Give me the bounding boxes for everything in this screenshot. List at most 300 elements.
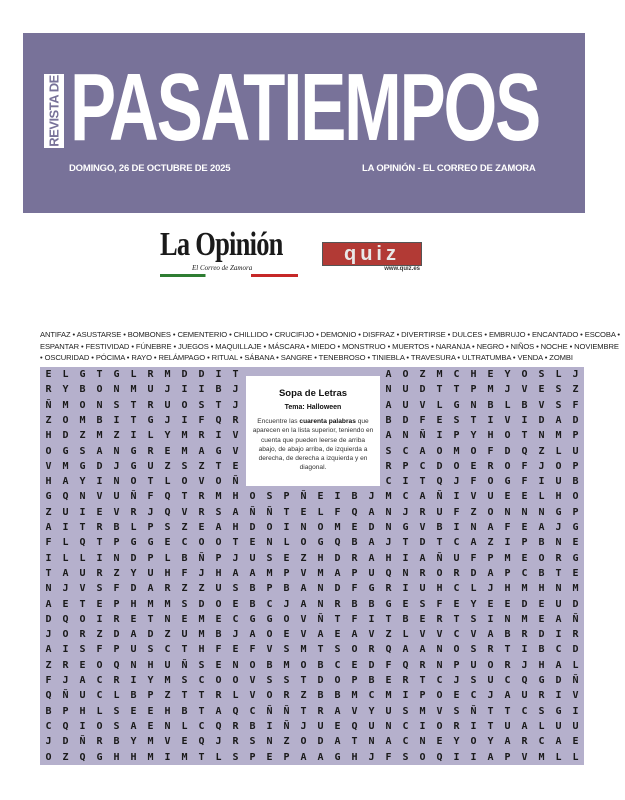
grid-letter[interactable]: Z (419, 369, 426, 380)
grid-letter[interactable]: V (351, 705, 358, 717)
grid-letter[interactable]: B (96, 414, 103, 426)
grid-letter[interactable]: D (198, 369, 205, 380)
grid-letter[interactable]: M (215, 491, 222, 503)
grid-letter[interactable]: R (453, 720, 460, 732)
grid-letter[interactable]: A (45, 644, 52, 656)
grid-letter[interactable]: U (368, 567, 375, 579)
grid-letter[interactable]: A (504, 690, 511, 702)
grid-letter[interactable]: C (198, 720, 205, 732)
grid-letter[interactable]: L (283, 537, 290, 549)
grid-letter[interactable]: V (249, 690, 256, 702)
grid-letter[interactable]: H (79, 705, 86, 717)
grid-letter[interactable]: O (45, 445, 52, 457)
grid-letter[interactable]: T (215, 460, 222, 472)
grid-letter[interactable]: H (45, 430, 52, 442)
grid-letter[interactable]: H (470, 369, 477, 380)
grid-letter[interactable]: A (334, 736, 341, 748)
grid-letter[interactable]: M (351, 690, 358, 702)
grid-letter[interactable]: S (453, 705, 460, 717)
grid-letter[interactable]: M (164, 369, 171, 380)
grid-letter[interactable]: R (79, 629, 86, 641)
grid-letter[interactable]: A (487, 629, 494, 641)
grid-letter[interactable]: O (436, 567, 443, 579)
grid-letter[interactable]: G (504, 476, 511, 488)
grid-letter[interactable]: N (300, 522, 307, 533)
grid-letter[interactable]: D (62, 736, 69, 748)
grid-letter[interactable]: S (470, 644, 477, 656)
grid-letter[interactable]: Z (181, 522, 188, 533)
grid-letter[interactable]: O (198, 537, 205, 549)
grid-letter[interactable]: L (232, 690, 239, 702)
grid-letter[interactable]: U (453, 552, 460, 564)
grid-letter[interactable]: J (45, 629, 52, 641)
grid-letter[interactable]: J (62, 583, 69, 595)
grid-letter[interactable]: T (283, 506, 290, 518)
grid-letter[interactable]: T (181, 491, 188, 503)
grid-letter[interactable]: I (402, 690, 409, 702)
grid-letter[interactable]: N (113, 476, 120, 488)
grid-letter[interactable]: D (470, 567, 477, 579)
grid-letter[interactable]: I (283, 522, 290, 533)
grid-letter[interactable]: D (249, 522, 256, 533)
grid-letter[interactable]: F (385, 659, 392, 671)
grid-letter[interactable]: S (402, 751, 409, 763)
grid-letter[interactable]: O (215, 537, 222, 549)
grid-letter[interactable]: J (402, 506, 409, 518)
grid-letter[interactable]: D (113, 629, 120, 641)
grid-letter[interactable]: I (164, 751, 171, 763)
grid-letter[interactable]: M (164, 675, 171, 686)
grid-letter[interactable]: B (249, 598, 256, 610)
grid-letter[interactable]: S (385, 445, 392, 457)
grid-letter[interactable]: I (130, 430, 137, 442)
grid-letter[interactable]: Z (487, 537, 494, 549)
grid-letter[interactable]: Y (504, 369, 511, 380)
grid-letter[interactable]: F (198, 414, 205, 426)
grid-letter[interactable]: G (215, 445, 222, 457)
grid-letter[interactable]: O (249, 659, 256, 671)
grid-letter[interactable]: Z (164, 690, 171, 702)
grid-letter[interactable]: J (521, 659, 528, 671)
grid-letter[interactable]: R (351, 552, 358, 564)
grid-letter[interactable]: A (504, 736, 511, 748)
grid-letter[interactable]: B (436, 522, 443, 533)
grid-letter[interactable]: V (249, 675, 256, 686)
grid-letter[interactable]: V (300, 567, 307, 579)
grid-letter[interactable]: G (453, 399, 460, 411)
grid-letter[interactable]: T (79, 522, 86, 533)
grid-letter[interactable]: E (334, 720, 341, 732)
grid-letter[interactable]: Q (351, 506, 358, 518)
grid-letter[interactable]: Y (79, 476, 86, 488)
grid-letter[interactable]: Z (385, 629, 392, 641)
grid-letter[interactable]: O (181, 399, 188, 411)
grid-letter[interactable]: S (164, 522, 171, 533)
grid-letter[interactable]: Q (351, 720, 358, 732)
grid-letter[interactable]: Y (62, 384, 69, 396)
grid-letter[interactable]: B (113, 522, 120, 533)
grid-letter[interactable]: Ñ (436, 552, 443, 564)
grid-letter[interactable]: N (555, 537, 562, 549)
grid-letter[interactable]: H (555, 491, 562, 503)
grid-letter[interactable]: J (555, 522, 562, 533)
grid-letter[interactable]: A (147, 583, 154, 595)
grid-letter[interactable]: A (487, 567, 494, 579)
grid-letter[interactable]: O (453, 460, 460, 472)
grid-letter[interactable]: U (555, 598, 562, 610)
grid-letter[interactable]: D (419, 384, 426, 396)
grid-letter[interactable]: C (402, 736, 409, 748)
grid-letter[interactable]: M (521, 613, 528, 625)
grid-letter[interactable]: Q (164, 491, 171, 503)
grid-letter[interactable]: T (504, 644, 511, 656)
grid-letter[interactable]: E (521, 552, 528, 564)
grid-letter[interactable]: O (436, 690, 443, 702)
grid-letter[interactable]: A (232, 567, 239, 579)
grid-letter[interactable]: A (555, 613, 562, 625)
grid-letter[interactable]: B (351, 598, 358, 610)
grid-letter[interactable]: P (453, 430, 460, 442)
grid-letter[interactable]: D (572, 414, 579, 426)
grid-letter[interactable]: Z (79, 430, 86, 442)
grid-letter[interactable]: R (198, 430, 205, 442)
grid-letter[interactable]: J (487, 583, 494, 595)
grid-letter[interactable]: J (283, 598, 290, 610)
grid-letter[interactable]: T (96, 369, 103, 380)
grid-letter[interactable]: P (266, 583, 273, 595)
grid-letter[interactable]: C (232, 613, 239, 625)
grid-letter[interactable]: R (215, 690, 222, 702)
grid-letter[interactable]: S (419, 598, 426, 610)
grid-letter[interactable]: V (419, 522, 426, 533)
grid-letter[interactable]: M (62, 399, 69, 411)
grid-letter[interactable]: A (130, 720, 137, 732)
grid-letter[interactable]: I (470, 720, 477, 732)
grid-letter[interactable]: E (232, 460, 239, 472)
grid-letter[interactable]: I (402, 552, 409, 564)
grid-letter[interactable]: F (436, 598, 443, 610)
grid-letter[interactable]: B (538, 537, 545, 549)
grid-letter[interactable]: D (402, 414, 409, 426)
grid-letter[interactable]: C (521, 567, 528, 579)
grid-letter[interactable]: B (317, 659, 324, 671)
grid-letter[interactable]: A (385, 369, 392, 380)
grid-letter[interactable]: T (453, 613, 460, 625)
grid-letter[interactable]: U (555, 720, 562, 732)
grid-letter[interactable]: I (419, 720, 426, 732)
grid-letter[interactable]: Ñ (249, 506, 256, 518)
grid-letter[interactable]: G (62, 445, 69, 457)
grid-letter[interactable]: Ñ (283, 720, 290, 732)
grid-letter[interactable]: C (402, 720, 409, 732)
grid-letter[interactable]: N (317, 598, 324, 610)
grid-letter[interactable]: L (96, 705, 103, 717)
grid-letter[interactable]: B (215, 384, 222, 396)
grid-letter[interactable]: I (181, 384, 188, 396)
grid-letter[interactable]: L (215, 751, 222, 763)
grid-letter[interactable]: C (453, 537, 460, 549)
grid-letter[interactable]: P (572, 460, 579, 472)
grid-letter[interactable]: F (249, 644, 256, 656)
grid-letter[interactable]: R (572, 629, 579, 641)
grid-letter[interactable]: B (249, 720, 256, 732)
grid-letter[interactable]: P (283, 751, 290, 763)
grid-letter[interactable]: G (402, 522, 409, 533)
grid-letter[interactable]: A (419, 491, 426, 503)
grid-letter[interactable]: S (181, 460, 188, 472)
grid-letter[interactable]: Y (487, 736, 494, 748)
grid-letter[interactable]: E (572, 567, 579, 579)
grid-letter[interactable]: B (79, 384, 86, 396)
grid-letter[interactable]: R (232, 736, 239, 748)
grid-letter[interactable]: R (453, 567, 460, 579)
grid-letter[interactable]: G (45, 491, 52, 503)
grid-letter[interactable]: T (555, 567, 562, 579)
grid-letter[interactable]: A (419, 552, 426, 564)
grid-letter[interactable]: O (181, 476, 188, 488)
grid-letter[interactable]: J (538, 460, 545, 472)
grid-letter[interactable]: E (215, 613, 222, 625)
grid-letter[interactable]: D (572, 644, 579, 656)
grid-letter[interactable]: B (181, 705, 188, 717)
grid-letter[interactable]: T (470, 414, 477, 426)
grid-letter[interactable]: D (334, 552, 341, 564)
grid-letter[interactable]: U (385, 705, 392, 717)
grid-letter[interactable]: T (453, 384, 460, 396)
grid-letter[interactable]: N (385, 384, 392, 396)
grid-letter[interactable]: R (113, 675, 120, 686)
grid-letter[interactable]: V (79, 583, 86, 595)
grid-letter[interactable]: U (181, 629, 188, 641)
grid-letter[interactable]: H (317, 552, 324, 564)
grid-letter[interactable]: L (572, 751, 579, 763)
grid-letter[interactable]: Q (79, 537, 86, 549)
grid-letter[interactable]: E (215, 659, 222, 671)
grid-letter[interactable]: B (351, 537, 358, 549)
grid-letter[interactable]: U (147, 384, 154, 396)
grid-letter[interactable]: I (453, 491, 460, 503)
grid-letter[interactable]: R (45, 384, 52, 396)
grid-letter[interactable]: V (368, 629, 375, 641)
grid-letter[interactable]: H (45, 476, 52, 488)
grid-letter[interactable]: H (147, 659, 154, 671)
grid-letter[interactable]: J (232, 629, 239, 641)
grid-letter[interactable]: U (147, 460, 154, 472)
grid-letter[interactable]: A (317, 629, 324, 641)
grid-letter[interactable]: P (249, 751, 256, 763)
grid-letter[interactable]: Y (147, 675, 154, 686)
grid-letter[interactable]: A (79, 675, 86, 686)
grid-letter[interactable]: M (504, 552, 511, 564)
grid-letter[interactable]: O (266, 629, 273, 641)
grid-letter[interactable]: P (572, 430, 579, 442)
grid-letter[interactable]: A (215, 522, 222, 533)
grid-letter[interactable]: R (232, 720, 239, 732)
grid-letter[interactable]: E (334, 629, 341, 641)
grid-letter[interactable]: O (62, 629, 69, 641)
grid-letter[interactable]: S (555, 384, 562, 396)
grid-letter[interactable]: R (419, 506, 426, 518)
grid-letter[interactable]: F (572, 399, 579, 411)
grid-letter[interactable]: E (130, 705, 137, 717)
grid-letter[interactable]: Y (164, 430, 171, 442)
grid-letter[interactable]: E (317, 491, 324, 503)
grid-letter[interactable]: I (521, 644, 528, 656)
grid-letter[interactable]: Y (470, 430, 477, 442)
grid-letter[interactable]: E (300, 506, 307, 518)
grid-letter[interactable]: T (436, 537, 443, 549)
grid-letter[interactable]: S (79, 644, 86, 656)
grid-letter[interactable]: U (572, 720, 579, 732)
grid-letter[interactable]: T (130, 399, 137, 411)
grid-letter[interactable]: M (436, 369, 443, 380)
grid-letter[interactable]: O (351, 644, 358, 656)
grid-letter[interactable]: I (215, 430, 222, 442)
grid-letter[interactable]: N (538, 430, 545, 442)
grid-letter[interactable]: H (164, 705, 171, 717)
grid-letter[interactable]: R (419, 659, 426, 671)
grid-letter[interactable]: Ñ (317, 613, 324, 625)
grid-letter[interactable]: D (130, 583, 137, 595)
grid-letter[interactable]: H (198, 644, 205, 656)
grid-letter[interactable]: R (198, 491, 205, 503)
grid-letter[interactable]: F (45, 537, 52, 549)
grid-letter[interactable]: R (113, 613, 120, 625)
grid-letter[interactable]: N (45, 583, 52, 595)
grid-letter[interactable]: P (147, 552, 154, 564)
grid-letter[interactable]: T (96, 537, 103, 549)
grid-letter[interactable]: J (198, 567, 205, 579)
grid-letter[interactable]: I (266, 720, 273, 732)
grid-letter[interactable]: V (419, 629, 426, 641)
grid-letter[interactable]: Ñ (62, 690, 69, 702)
grid-letter[interactable]: U (317, 720, 324, 732)
grid-letter[interactable]: R (368, 644, 375, 656)
grid-letter[interactable]: C (402, 445, 409, 457)
grid-letter[interactable]: D (368, 659, 375, 671)
grid-letter[interactable]: E (436, 736, 443, 748)
grid-letter[interactable]: R (130, 506, 137, 518)
grid-letter[interactable]: E (572, 736, 579, 748)
grid-letter[interactable]: M (198, 613, 205, 625)
grid-letter[interactable]: A (317, 751, 324, 763)
grid-letter[interactable]: S (113, 720, 120, 732)
grid-letter[interactable]: E (521, 491, 528, 503)
grid-letter[interactable]: I (521, 414, 528, 426)
grid-letter[interactable]: S (232, 751, 239, 763)
grid-letter[interactable]: M (572, 583, 579, 595)
grid-letter[interactable]: N (164, 613, 171, 625)
grid-letter[interactable]: T (487, 720, 494, 732)
grid-letter[interactable]: D (419, 537, 426, 549)
grid-letter[interactable]: F (504, 522, 511, 533)
grid-letter[interactable]: F (419, 414, 426, 426)
grid-letter[interactable]: I (368, 613, 375, 625)
grid-letter[interactable]: B (538, 644, 545, 656)
grid-letter[interactable]: O (487, 659, 494, 671)
grid-letter[interactable]: E (419, 613, 426, 625)
grid-letter[interactable]: P (504, 751, 511, 763)
grid-letter[interactable]: L (555, 369, 562, 380)
grid-letter[interactable]: E (453, 598, 460, 610)
grid-letter[interactable]: R (147, 369, 154, 380)
grid-letter[interactable]: P (351, 675, 358, 686)
grid-letter[interactable]: O (215, 476, 222, 488)
grid-letter[interactable]: E (164, 445, 171, 457)
grid-letter[interactable]: H (232, 491, 239, 503)
grid-letter[interactable]: O (538, 552, 545, 564)
grid-letter[interactable]: N (113, 552, 120, 564)
grid-letter[interactable]: I (96, 476, 103, 488)
grid-letter[interactable]: A (249, 629, 256, 641)
grid-letter[interactable]: B (368, 675, 375, 686)
grid-letter[interactable]: Q (215, 720, 222, 732)
grid-letter[interactable]: A (300, 583, 307, 595)
grid-letter[interactable]: E (283, 629, 290, 641)
grid-letter[interactable]: P (215, 552, 222, 564)
grid-letter[interactable]: N (538, 506, 545, 518)
grid-letter[interactable]: N (232, 659, 239, 671)
grid-letter[interactable]: L (555, 751, 562, 763)
grid-letter[interactable]: E (147, 720, 154, 732)
grid-letter[interactable]: U (402, 399, 409, 411)
grid-letter[interactable]: S (334, 644, 341, 656)
grid-letter[interactable]: M (317, 567, 324, 579)
grid-letter[interactable]: A (368, 506, 375, 518)
grid-letter[interactable]: O (79, 399, 86, 411)
grid-letter[interactable]: C (402, 491, 409, 503)
grid-letter[interactable]: L (113, 690, 120, 702)
grid-letter[interactable]: B (572, 476, 579, 488)
grid-letter[interactable]: O (487, 476, 494, 488)
grid-letter[interactable]: U (147, 567, 154, 579)
grid-letter[interactable]: F (96, 644, 103, 656)
grid-letter[interactable]: T (147, 476, 154, 488)
grid-letter[interactable]: A (300, 751, 307, 763)
grid-letter[interactable]: C (419, 460, 426, 472)
grid-letter[interactable]: F (385, 751, 392, 763)
grid-letter[interactable]: B (181, 552, 188, 564)
grid-letter[interactable]: I (79, 720, 86, 732)
grid-letter[interactable]: A (470, 537, 477, 549)
grid-letter[interactable]: U (504, 720, 511, 732)
grid-letter[interactable]: B (487, 399, 494, 411)
grid-letter[interactable]: P (351, 567, 358, 579)
grid-letter[interactable]: F (181, 567, 188, 579)
grid-letter[interactable]: P (113, 537, 120, 549)
grid-letter[interactable]: U (470, 659, 477, 671)
grid-letter[interactable]: S (198, 399, 205, 411)
grid-letter[interactable]: T (351, 736, 358, 748)
grid-letter[interactable]: D (368, 522, 375, 533)
grid-letter[interactable]: J (453, 675, 460, 686)
grid-letter[interactable]: E (232, 598, 239, 610)
grid-letter[interactable]: C (453, 629, 460, 641)
grid-letter[interactable]: O (436, 720, 443, 732)
grid-letter[interactable]: O (96, 720, 103, 732)
grid-letter[interactable]: L (130, 369, 137, 380)
grid-letter[interactable]: P (487, 552, 494, 564)
grid-letter[interactable]: H (113, 751, 120, 763)
grid-letter[interactable]: S (79, 445, 86, 457)
grid-letter[interactable]: H (130, 598, 137, 610)
grid-letter[interactable]: O (215, 675, 222, 686)
grid-letter[interactable]: E (385, 675, 392, 686)
grid-letter[interactable]: E (351, 659, 358, 671)
grid-letter[interactable]: P (283, 567, 290, 579)
grid-letter[interactable]: Q (215, 414, 222, 426)
grid-letter[interactable]: N (555, 583, 562, 595)
